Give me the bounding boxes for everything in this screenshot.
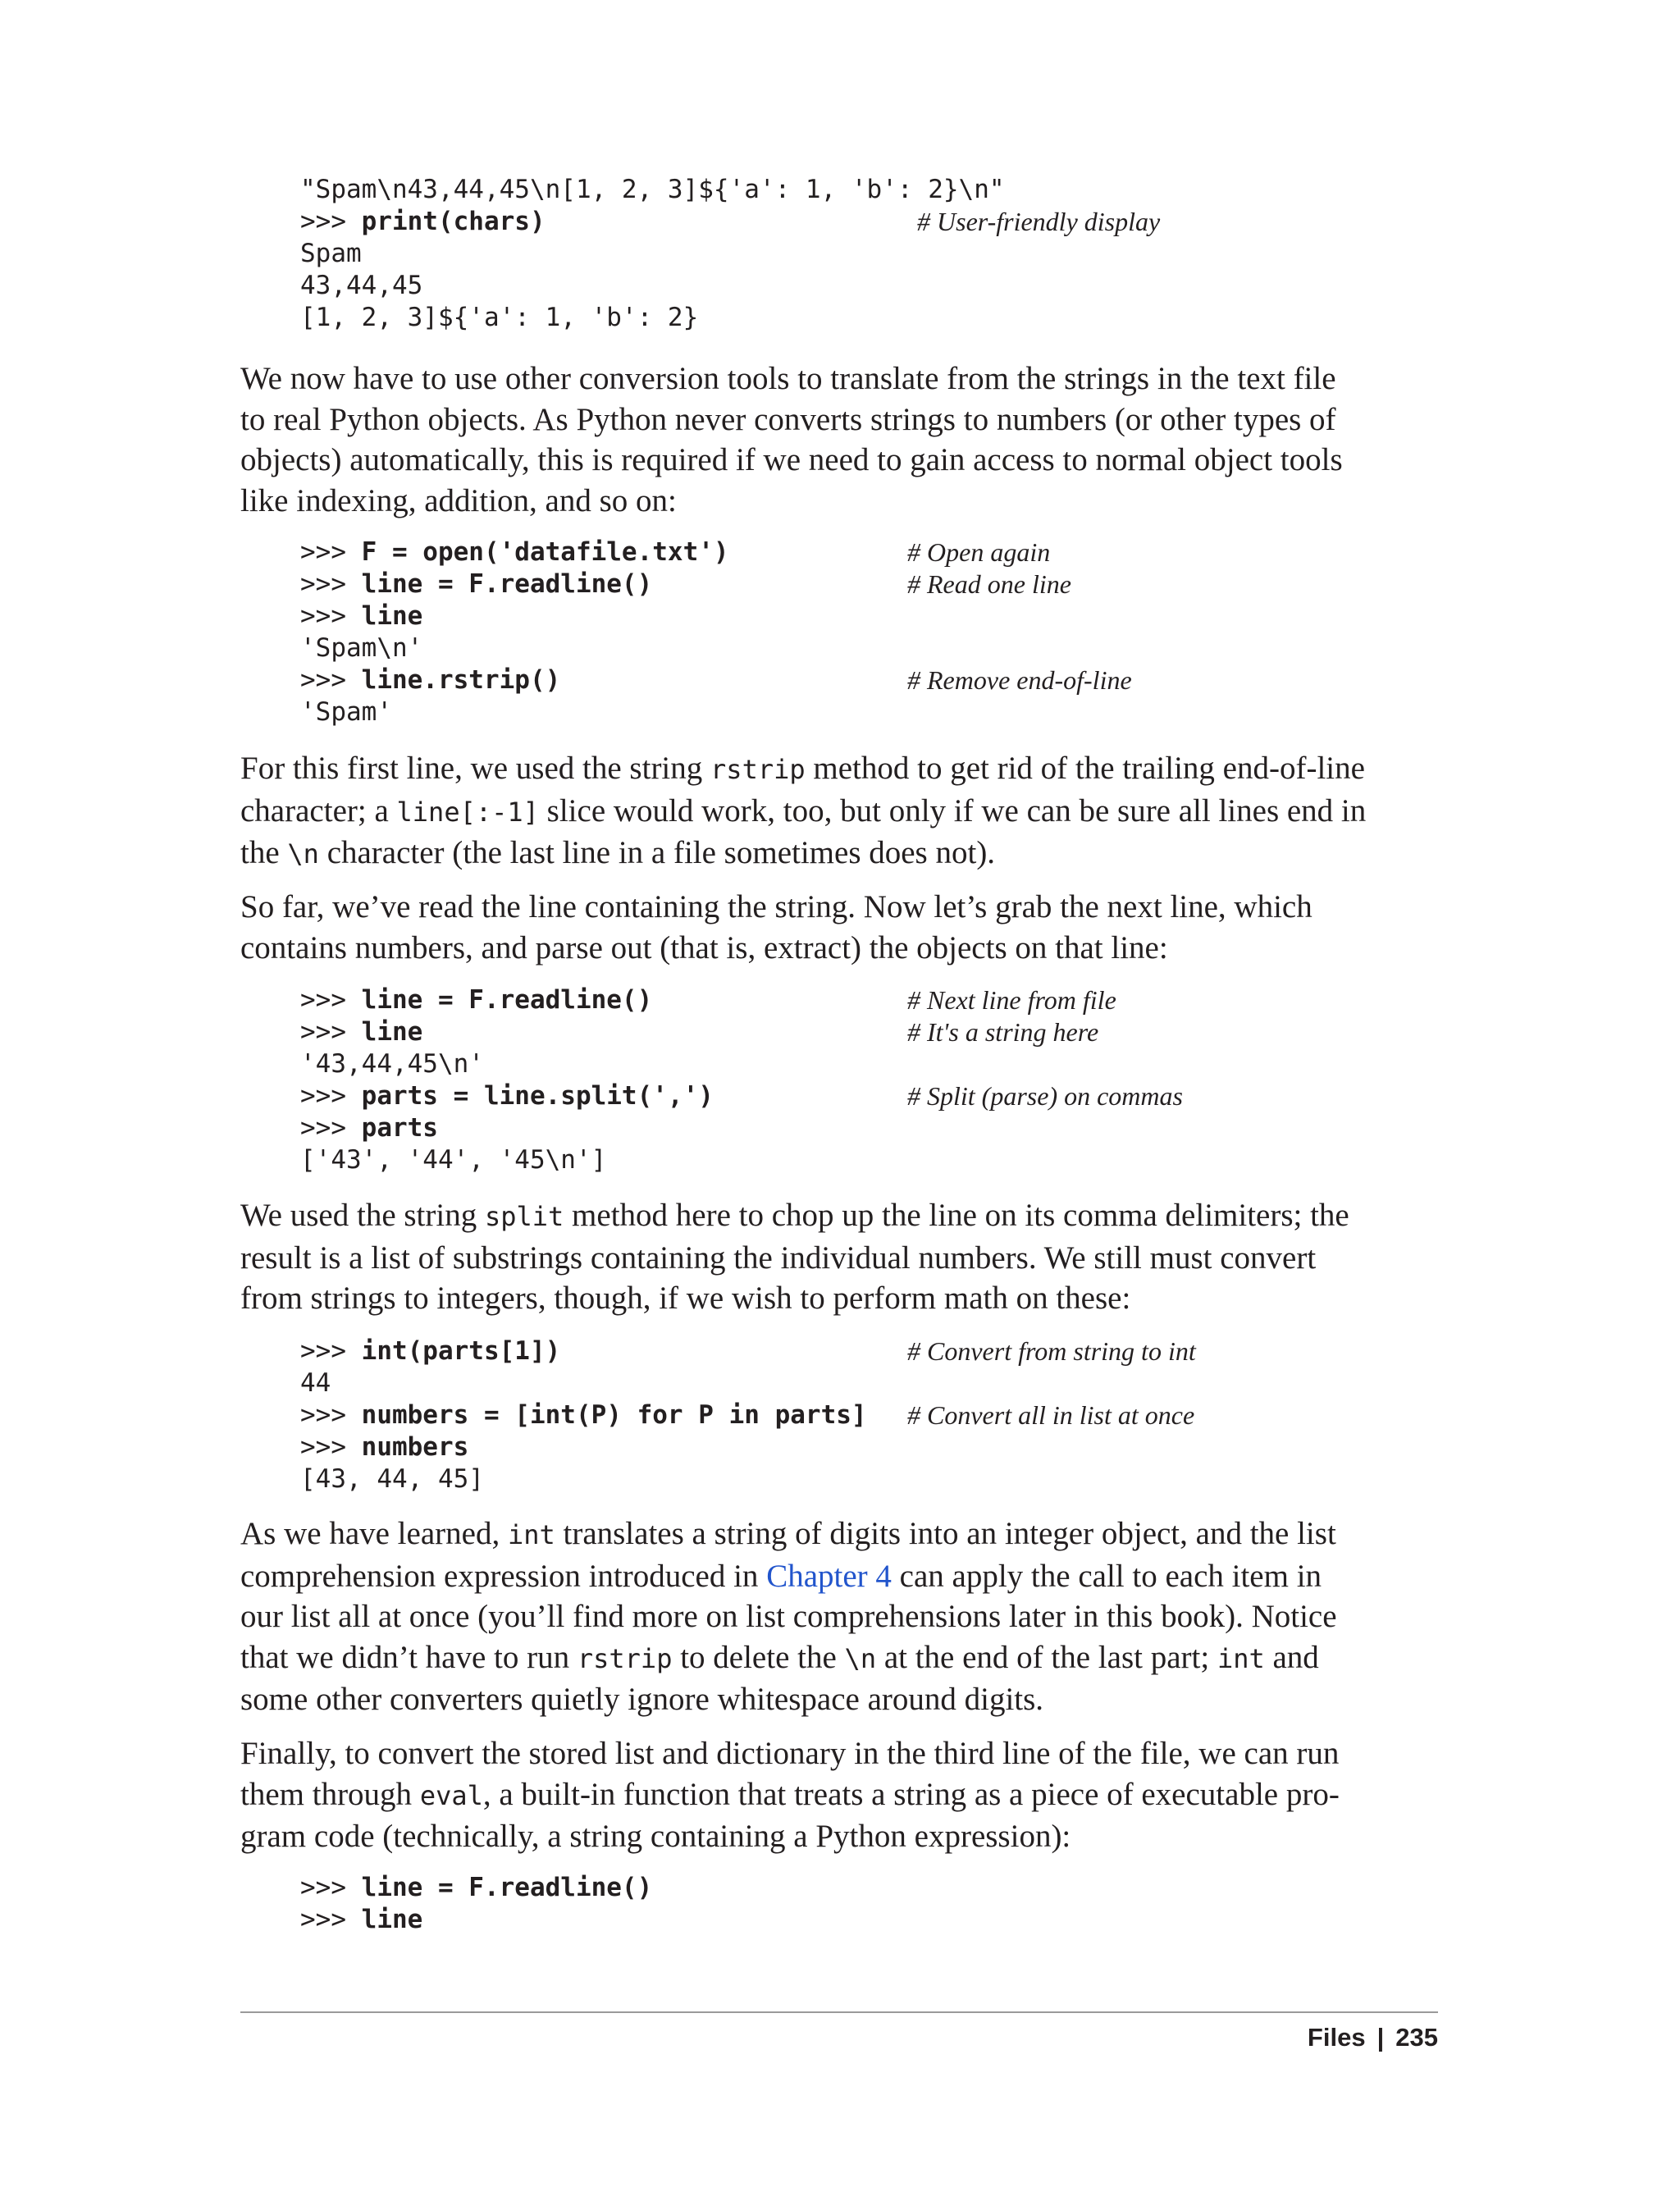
code-input: numbers = [int(P) for P in parts] — [361, 1400, 867, 1430]
code-prompt: >>> — [300, 985, 362, 1015]
code-comment: # Open again — [907, 537, 1051, 567]
para-line: the \n character (the last line in a file sometimes does not). — [240, 835, 996, 870]
code-prompt: >>> — [300, 1081, 362, 1111]
code-comment: # Split (parse) on commas — [907, 1081, 1183, 1111]
code-input: print(chars) — [361, 207, 546, 236]
code-prompt: >>> — [300, 665, 362, 695]
code-prompt: >>> — [300, 1400, 362, 1430]
code-line — [300, 174, 1449, 206]
code-input: line = F.readline() — [361, 1873, 653, 1902]
code-line — [300, 1112, 1449, 1144]
para-line: that we didn’t have to run rstrip to delete the \n at the end of the last part; int and — [240, 1639, 1319, 1675]
paragraph-5 — [240, 1513, 1438, 1720]
para-line: As we have learned, int translates a string of digits into an integer object, and the list — [240, 1516, 1336, 1551]
code-line — [300, 568, 1449, 600]
para-line: objects) automatically, this is required if we need to gain access to normal object tools — [240, 442, 1343, 477]
code-block-3 — [300, 984, 1449, 1176]
code-line — [300, 696, 1449, 728]
inline-code: int — [1217, 1642, 1265, 1674]
inline-code: \n — [844, 1642, 877, 1674]
paragraph-6 — [240, 1733, 1438, 1857]
code-prompt: >>> — [300, 537, 362, 567]
code-output: "Spam\n43,44,45\n[1, 2, 3]${'a': 1, 'b': 2}\n" — [300, 175, 1005, 204]
code-line — [300, 1335, 1449, 1367]
code-line — [300, 270, 1449, 302]
code-line — [300, 1048, 1449, 1080]
para-line: For this first line, we used the string rstrip method to get rid of the trailing end-of-line — [240, 751, 1365, 786]
inline-code: int — [507, 1519, 555, 1550]
code-line — [300, 1080, 1449, 1112]
code-comment: # It's a string here — [907, 1017, 1099, 1047]
code-block-4 — [300, 1335, 1449, 1495]
code-line — [300, 1872, 1449, 1904]
code-line — [300, 206, 1449, 238]
code-prompt: >>> — [300, 1113, 362, 1143]
inline-code: eval — [419, 1779, 483, 1811]
code-output: Spam — [300, 239, 362, 268]
code-comment: # Convert all in list at once — [907, 1400, 1195, 1430]
code-input: line — [361, 1905, 423, 1934]
code-line — [300, 600, 1449, 632]
para-line: like indexing, addition, and so on: — [240, 482, 677, 518]
code-output: '43,44,45\n' — [300, 1049, 484, 1079]
code-prompt: >>> — [300, 1873, 362, 1902]
para-line: contains numbers, and parse out (that is, extract) the objects on that line: — [240, 929, 1168, 966]
code-output: ['43', '44', '45\n'] — [300, 1145, 607, 1175]
para-line: from strings to integers, though, if we wish to perform math on these: — [240, 1281, 1131, 1316]
code-prompt: >>> — [300, 1905, 362, 1934]
code-prompt: >>> — [300, 207, 362, 236]
para-line: Finally, to convert the stored list and dictionary in the third line of the file, we can run — [240, 1736, 1340, 1771]
code-block-2 — [300, 536, 1449, 728]
code-output: 'Spam\n' — [300, 633, 423, 663]
code-prompt: >>> — [300, 569, 362, 599]
code-line — [300, 1367, 1449, 1399]
para-line: them through eval, a built-in function that treats a string as a piece of executable pro- — [240, 1776, 1340, 1812]
code-output: 44 — [300, 1368, 331, 1398]
inline-code: line[:-1] — [396, 796, 539, 828]
footer-section-title: Files — [1307, 2023, 1366, 2052]
code-prompt: >>> — [300, 601, 362, 631]
para-line: So far, we’ve read the line containing the string. Now let’s grab the next line, which — [240, 889, 1312, 924]
para-line: some other converters quietly ignore whitespace around digits. — [240, 1682, 1044, 1717]
code-input: line — [361, 601, 423, 631]
para-line: We used the string split method here to chop up the line on its comma delimiters; the — [240, 1198, 1349, 1233]
code-input: F = open('datafile.txt') — [361, 537, 729, 567]
code-output: [1, 2, 3]${'a': 1, 'b': 2} — [300, 303, 699, 332]
paragraph-2 — [240, 748, 1438, 875]
code-input: line — [361, 1017, 423, 1047]
code-line — [300, 1904, 1449, 1936]
para-line: to real Python objects. As Python never converts strings to numbers (or other types of — [240, 401, 1336, 437]
para-line: gram code (technically, a string containing a Python expression): — [240, 1819, 1071, 1854]
para-line: We now have to use other conversion tools to translate from the strings in the text file — [240, 361, 1336, 396]
inline-code: split — [484, 1201, 564, 1232]
inline-code: rstrip — [577, 1642, 673, 1674]
code-block-1 — [300, 174, 1449, 334]
code-input: int(parts[1]) — [361, 1336, 561, 1366]
footer-separator: | — [1376, 2023, 1385, 2052]
paragraph-1 — [240, 358, 1438, 521]
code-comment: # Convert from string to int — [907, 1336, 1196, 1366]
code-comment: # Next line from file — [907, 985, 1116, 1015]
chapter-4-link[interactable]: Chapter 4 — [766, 1558, 892, 1594]
code-output: 'Spam' — [300, 697, 392, 727]
footer-rule — [240, 2011, 1438, 2013]
inline-code: rstrip — [710, 754, 806, 785]
code-line — [300, 1016, 1449, 1048]
code-comment: # Read one line — [907, 569, 1071, 599]
paragraph-4 — [240, 1195, 1438, 1319]
page-number: 235 — [1395, 2023, 1438, 2052]
code-line — [300, 302, 1449, 334]
code-prompt: >>> — [300, 1017, 362, 1047]
code-line — [300, 984, 1449, 1016]
para-line: character; a line[:-1] slice would work, too, but only if we can be sure all lines end in — [240, 792, 1367, 829]
code-input: line = F.readline() — [361, 985, 653, 1015]
code-line — [300, 238, 1449, 270]
code-line — [300, 536, 1449, 568]
code-line — [300, 1463, 1449, 1495]
para-line: comprehension expression introduced in Chapter 4 can apply the call to each item in — [240, 1558, 1322, 1594]
code-block-5 — [300, 1872, 1449, 1936]
page-footer — [1308, 2023, 1438, 2052]
code-line — [300, 1399, 1449, 1431]
code-comment: # User-friendly display — [917, 207, 1161, 236]
code-comment: # Remove end-of-line — [907, 665, 1132, 695]
code-line — [300, 664, 1449, 696]
paragraph-3 — [240, 887, 1438, 968]
para-line: our list all at once (you’ll find more on list comprehensions later in this book). Notice — [240, 1599, 1337, 1634]
code-input: numbers — [361, 1432, 469, 1462]
inline-code: \n — [287, 838, 319, 870]
code-prompt: >>> — [300, 1432, 362, 1462]
code-line — [300, 1144, 1449, 1176]
code-input: line = F.readline() — [361, 569, 653, 599]
code-input: line.rstrip() — [361, 665, 561, 695]
code-input: parts = line.split(',') — [361, 1081, 714, 1111]
code-prompt: >>> — [300, 1336, 362, 1366]
code-output: 43,44,45 — [300, 271, 423, 300]
code-input: parts — [361, 1113, 438, 1143]
code-line — [300, 632, 1449, 664]
code-line — [300, 1431, 1449, 1463]
code-output: [43, 44, 45] — [300, 1464, 484, 1494]
para-line: result is a list of substrings containing the individual numbers. We still must convert — [240, 1239, 1317, 1276]
